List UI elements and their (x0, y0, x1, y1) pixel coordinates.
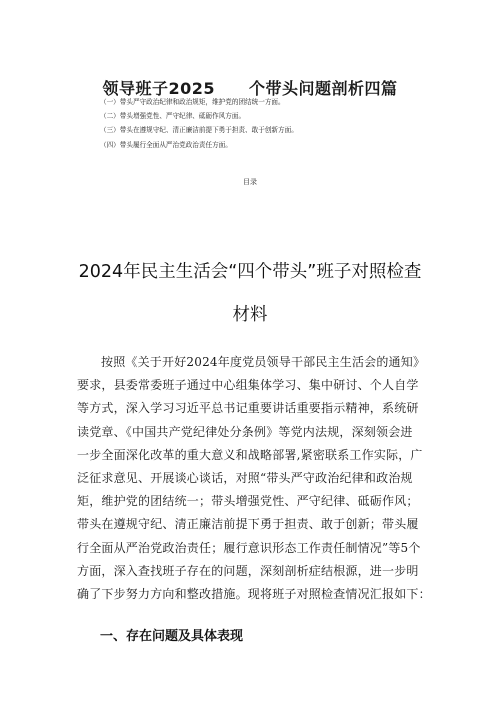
paragraph-line: 要求，县委常委班子通过中心组集体学习、集中研讨、个人自学 (77, 378, 419, 393)
toc-label: 目录 (243, 178, 257, 186)
paragraph-line: 行全面从严治党政治责任；履行意识形态工作责任制情况”等5个 (77, 540, 421, 555)
document-title-continued: 材料 (232, 305, 268, 325)
paragraph-line: 泛征求意见、开展谈心谈话，对照“带头严守政治纪律和政治规 (77, 470, 413, 485)
paragraph-line: 读党章、《中国共产党纪律处分条例》等党内法规，深刻领会进 (77, 424, 413, 439)
paragraph-line: 一步全面深化改革的重大意义和战略部署,紧密联系工作实际，广 (77, 447, 423, 462)
paragraph-line: 带头在遵规守纪、清正廉洁前提下勇于担责、敢于创新；带头履 (77, 517, 419, 532)
toc-item[interactable]: （二）带头增强党性、严守纪律、砥砺作风方面。 (100, 112, 246, 121)
cover-title-left: 领导班子2025 (102, 79, 216, 98)
document-title: 2024年民主生活会“四个带头”班子对照检查 (78, 262, 422, 282)
toc-item[interactable]: （一）带头严守政治纪律和政治规矩，维护党的团结统一方面。 (100, 98, 285, 106)
body-paragraph (77, 351, 430, 606)
cover-title-right: 个带头问题剖析四篇 (249, 79, 398, 98)
paragraph-line: 确了下步努力方向和整改措施。现将班子对照检查情况汇报如下： (77, 586, 431, 601)
toc-item[interactable]: （三）带头在遵规守纪、清正廉洁前提下勇于担责、敢于创新方面。 (100, 126, 298, 135)
section-heading: 一、存在问题及具体表现 (100, 629, 244, 644)
paragraph-line: 方面，深入查找班子存在的问题，深刻剖析症结根源，进一步明 (77, 563, 419, 578)
paragraph-line: 等方式，深入学习习近平总书记重要讲话重要指示精神，系统研 (77, 401, 419, 416)
toc-item[interactable]: （四）带头履行全面从严治党政治责任方面。 (100, 140, 232, 149)
table-of-contents (100, 95, 430, 152)
paragraph-line: 按照《关于开好2024年度党员领导干部民主生活会的通知》 (101, 355, 426, 369)
paragraph-line: 矩，维护党的团结统一；带头增强党性、严守纪律、砥砺作风； (77, 494, 419, 509)
